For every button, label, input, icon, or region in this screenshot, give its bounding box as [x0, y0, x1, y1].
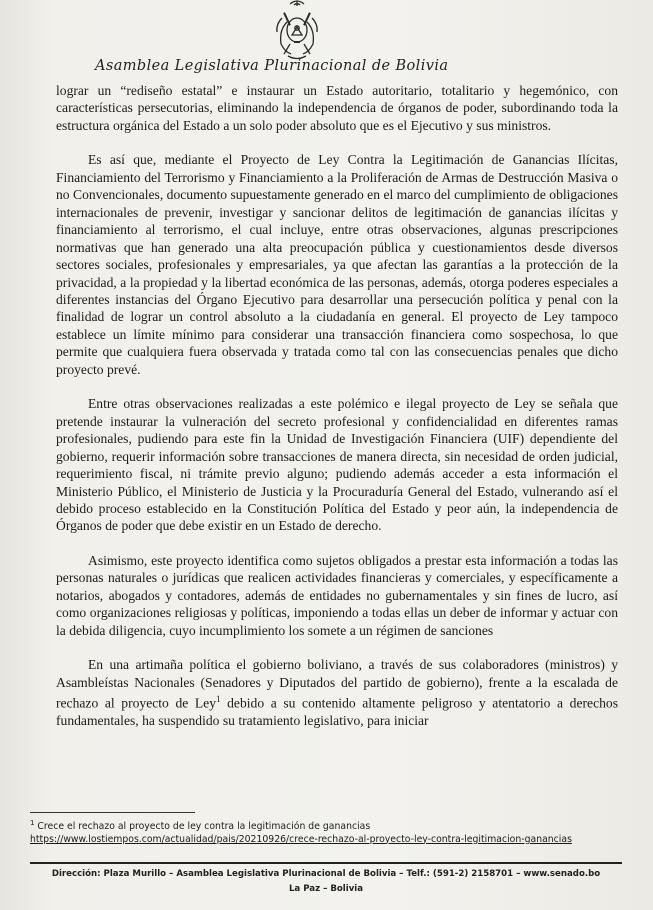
- page-footer: [30, 867, 622, 897]
- body-paragraph: Entre otras observaciones realizadas a este polémico e ilegal proyecto de Ley se señala que pretende instaurar la vulneración del secreto profesional y confidencialidad en diferentes ramas profesionales, pudiendo para este fin la Unidad de Investigación Financiera (UIF) dependiente del gobierno, requerir información sobre transacciones de manera directa, sin necesidad de orden judicial, requerimiento fiscal, ni trámite previo alguno; pudiendo además acceder a esta información el Ministerio Público, el Ministerio de Justicia y la Procuraduría General del Estado, vulnerando así el debido proceso establecido en la Constitución Política del Estado y peor aún, la independencia de Órganos de poder que debe existir en un Estado de derecho.: [56, 396, 618, 534]
- footnote-link[interactable]: https://www.lostiempos.com/actualidad/pais/20210926/crece-rechazo-al-proyecto-ley-contra-legitimacion-ganancias: [30, 833, 572, 845]
- paragraph-text: debido a su contenido altamente peligroso y atentatorio a derechos fundamentales, ha suspendido su tratamiento legislativo, para iniciar: [56, 695, 618, 729]
- body-paragraph: Asimismo, este proyecto identifica como sujetos obligados a prestar esta información a todas las personas naturales o jurídicas que realicen actividades financieras y comerciales, y específicamente a notarios, abogados y contadores, además de entidades no gubernamentales y sin fines de lucro, así como organizaciones religiosas y políticas, imponiendo a todas ellas un deber de informar y actuar con la debida diligencia, cuyo incumplimiento los somete a un régimen de sanciones: [56, 552, 618, 638]
- body-paragraph: [56, 656, 618, 729]
- footnote-text: Crece el rechazo al proyecto de ley contra la legitimación de ganancias: [34, 821, 371, 833]
- document-body: [56, 82, 618, 746]
- body-paragraph: Es así que, mediante el Proyecto de Ley Contra la Legitimación de Ganancias Ilícitas, Financiamiento del Terrorismo y Financiamiento a la Proliferación de Armas de Destrucción Masiva o no Convencionales, documento supuestamente generado en el marco del cumplimiento de obligaciones internacionales de prevenir, investigar y sancionar delitos de legitimación de ganancias ilícitas y financiamiento al terrorismo, el cual incluye, entre otras observaciones, algunas prescripciones normativas que han generado una alta preocupación pública y cuestionamientos desde diversos sectores sociales, profesionales y empresariales, ya que afectan las garantías a la protección de la privacidad, a la propiedad y la libertad económica de las personas, además, otorga poderes especiales a diferentes instancias del Órgano Ejecutivo para desarrollar una persecución política y penal con la finalidad de lograr un control absoluto a la ciudadanía en general. El proyecto de Ley tampoco establece un límite mínimo para considerar una transacción financiera como sospechosa, lo que permite que cualquiera fuera observada y tratada como tal con las consecuencias penales que dicho proyecto prevé.: [56, 152, 618, 377]
- footer-address: Dirección: Plaza Murillo – Asamblea Legislativa Plurinacional de Bolivia – Telf.: (591-2) 2158701 – www.senado.bo: [51, 869, 601, 879]
- footnote-divider: [30, 812, 195, 813]
- paragraph-text: En una artimaña política el gobierno boliviano, a través de sus colaboradores (ministros) y Asambleístas Nacionales (Senadores y Diputados del partido de gobierno), frente a la escalada de rechazo al proyecto de Ley: [56, 657, 618, 711]
- footnote-reference[interactable]: 1: [216, 694, 221, 705]
- letterhead-title: Asamblea Legislativa Plurinacional de Bolivia: [95, 58, 449, 74]
- footer-divider: [30, 862, 622, 864]
- footnote: [30, 817, 610, 846]
- bolivia-coat-of-arms-icon: [272, 0, 322, 62]
- body-paragraph: lograr un “rediseño estatal” e instaurar un Estado autoritario, totalitario y hegemónico, con características persecutorias, eliminando la independencia de órganos de poder, subordinando toda la estructura orgánica del Estado a un solo poder absoluto que es el Ejecutivo y sus ministros.: [56, 83, 618, 133]
- footnote-marker: 1: [30, 819, 35, 827]
- footer-city: La Paz – Bolivia: [288, 884, 364, 894]
